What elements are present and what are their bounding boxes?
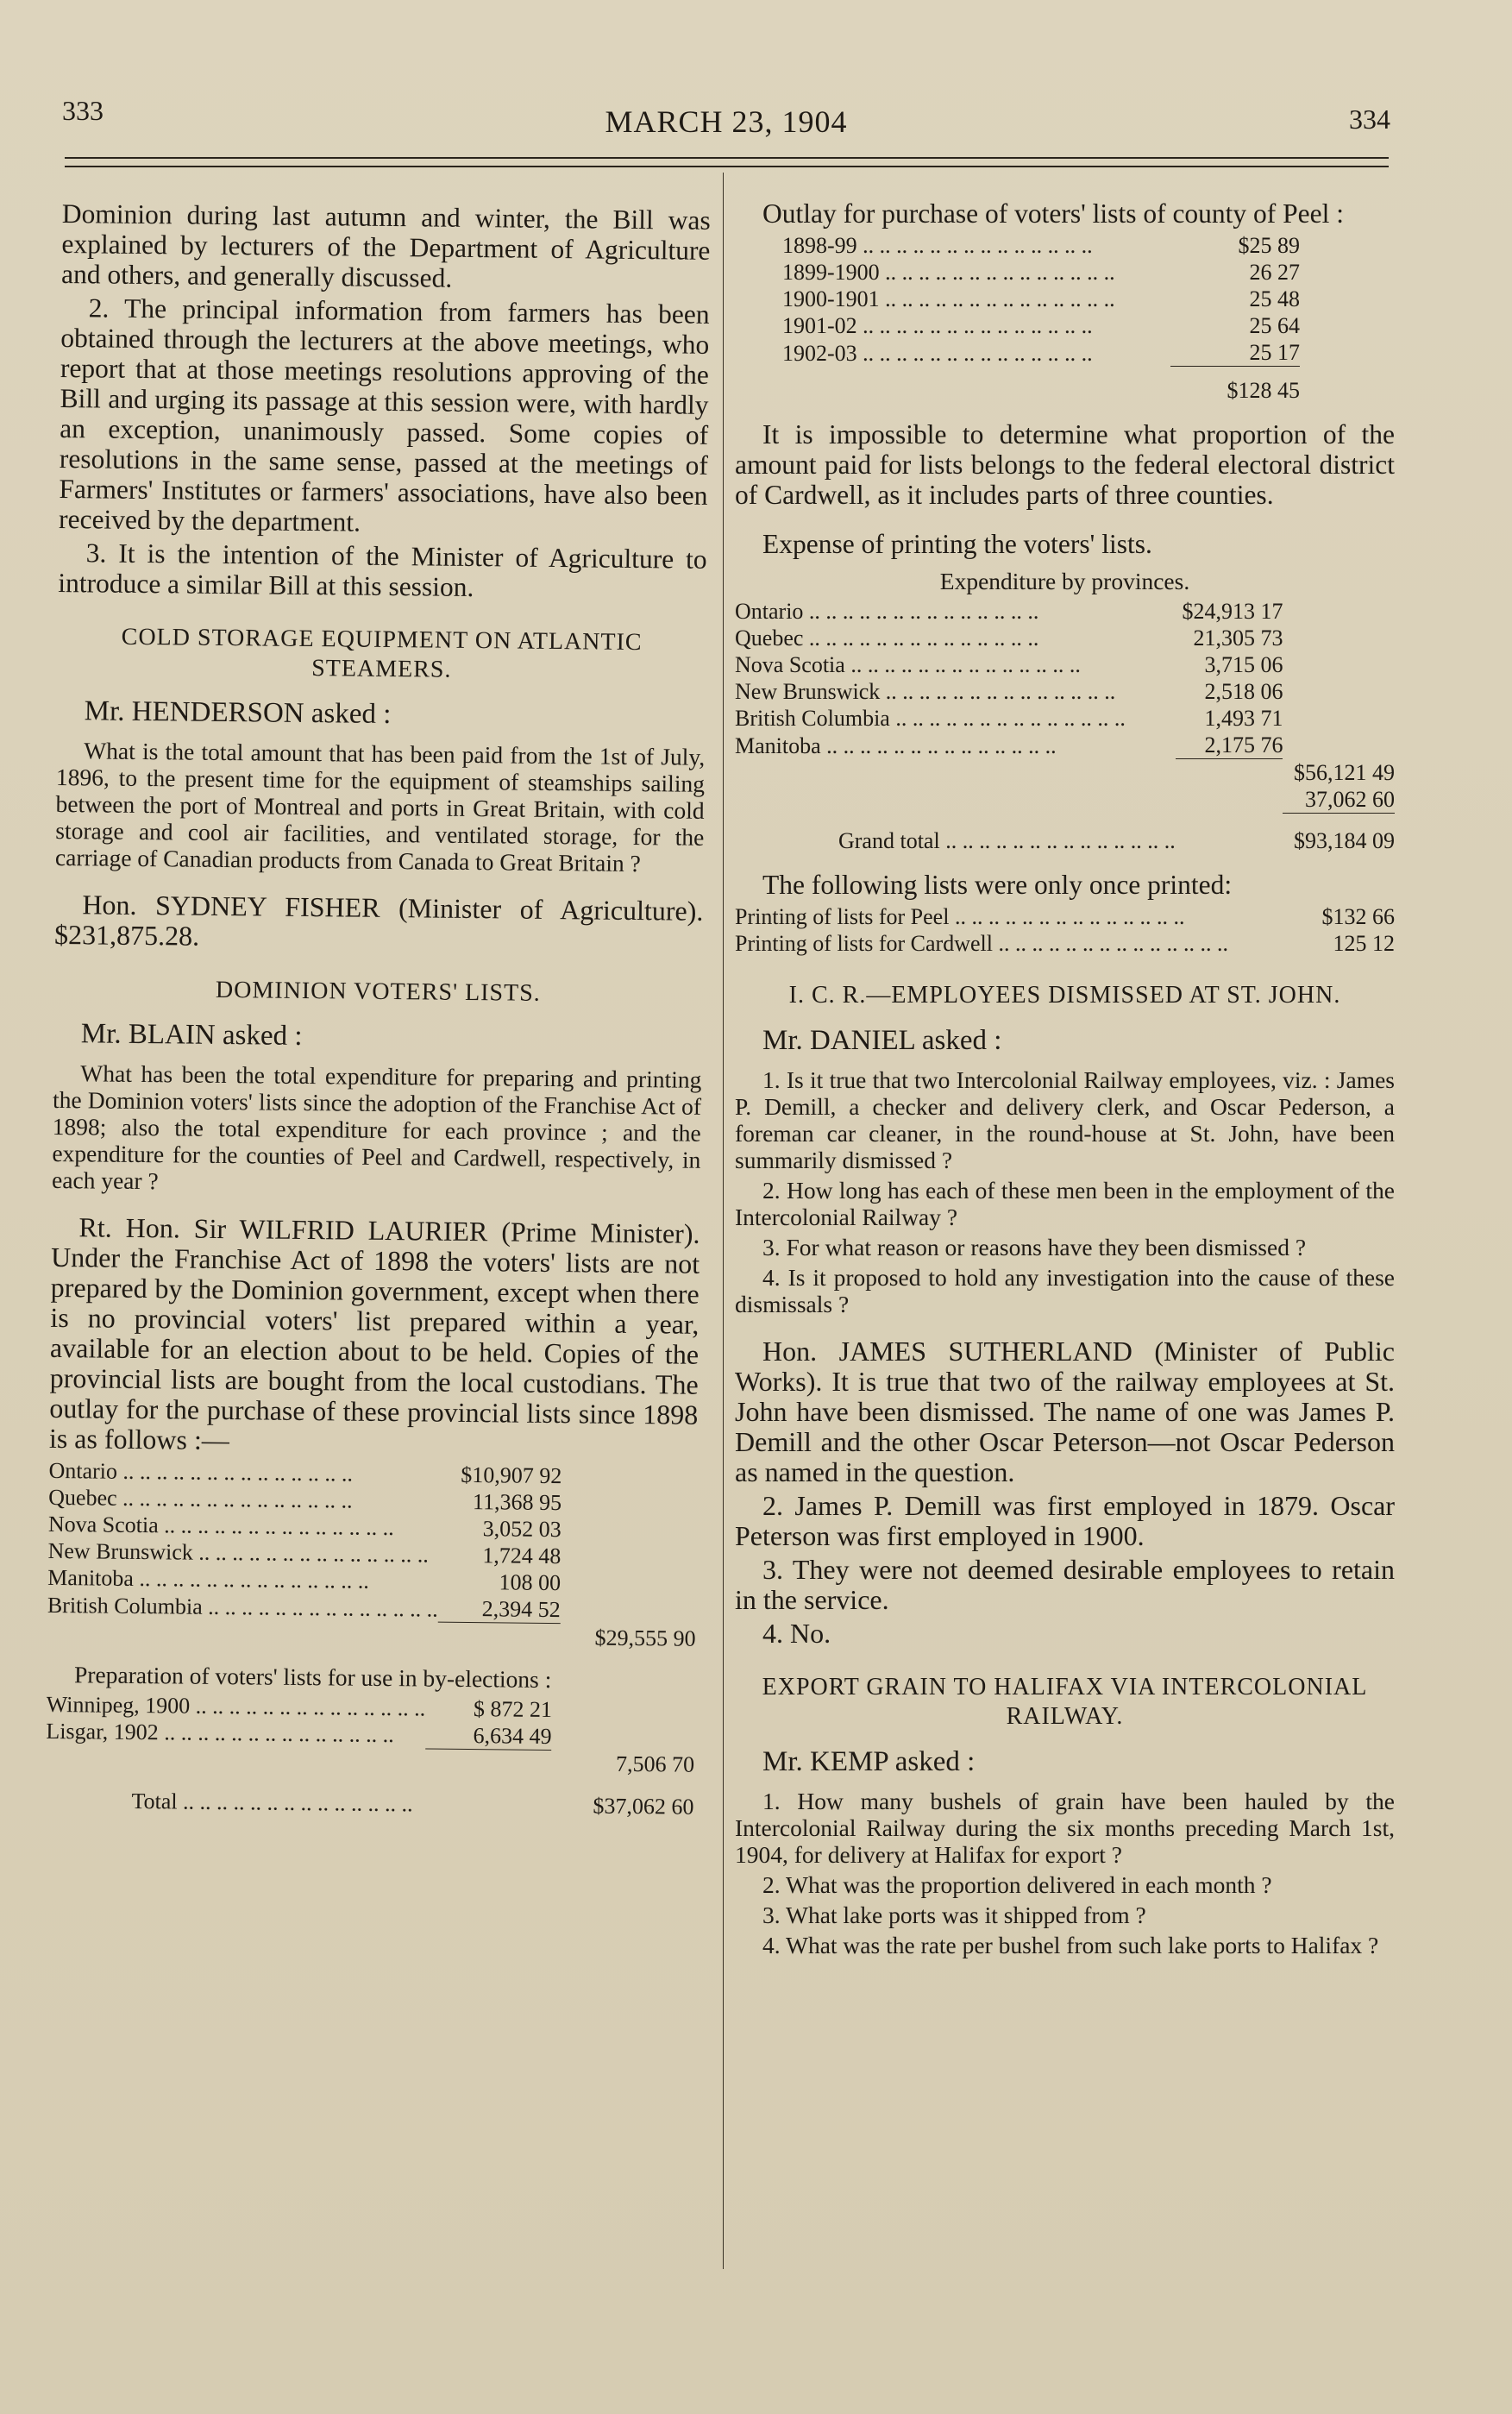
question-text: 2. What was the proportion delivered in each month ? [762, 1870, 1272, 1898]
question-text: 4. Is it proposed to hold any investigation into the cause of these dismissals ? [735, 1263, 1395, 1317]
paragraph: It is impossible to determine what proportion of the amount paid for lists belongs to the federal electoral district of Cardwell, as it includes parts of three counties. [735, 419, 1395, 510]
table-row: Winnipeg, 1900 .. .. $ 872 21 [47, 1690, 695, 1724]
question-text: What has been the total expenditure for preparing and printing the Dominion voters' lists since the adoption of the Franchise Act of 1898; also the total expenditure for each province ; and the expenditure for the counties of Peel and Cardwell, respectively, in each year ? [51, 1059, 702, 1195]
question-text: What is the total amount that has been paid from the 1st of July, 1896, to the present time for the equipment of steamships sailing between the port of Montreal and ports in Great Britain, with cold storage and cool air facilities, and ventilated storage, for the carriage of Canadian products from Canada to Great Britain ? [54, 737, 706, 877]
section-heading-icr: I. C. R.—EMPLOYEES DISMISSED AT ST. JOHN. [788, 981, 1341, 1009]
answer-text: Rt. Hon. Sir WILFRID LAURIER (Prime Minister). Under the Franchise Act of 1898 the voters' lists are not prepared by the Dominion government, except when there is no provincial voters' list prepared within a year, available for an election about to be held. Copies of the provincial lists are bought from the local custodians. The outlay for the purchase of these provincial lists since 1898 is as follows :— [48, 1211, 700, 1456]
question-text: 3. For what reason or reasons have they been dismissed ? [762, 1233, 1307, 1260]
paragraph: The following lists were only once printed: [762, 869, 1233, 900]
provinces-outlay-table [47, 1457, 697, 1651]
printing-once-table [735, 903, 1395, 957]
table-row: 1898-99 .. .. $25 89 [782, 232, 1300, 259]
subtotal: $56,121 49 [1294, 759, 1395, 785]
grand-total: $93,184 09 [1283, 813, 1395, 854]
total-table [45, 1787, 693, 1820]
question-text: 2. How long has each of these men been in the employment of the Intercolonial Railway ? [735, 1176, 1395, 1230]
question-asker: Mr. DANIEL asked : [762, 1024, 1002, 1056]
answer-text: 2. James P. Demill was first employed in 1879. Oscar Peterson was first employed in 1900. [735, 1489, 1395, 1551]
table-row: 1901-02 .. .. 25 64 [782, 312, 1300, 339]
question-asker: Mr. KEMP asked : [762, 1745, 976, 1777]
question-text: 4. What was the rate per bushel from such lake ports to Halifax ? [762, 1931, 1379, 1958]
question-text: 1. Is it true that two Intercolonial Railway employees, viz. : James P. Demill, a checker and delivery clerk, and Oscar Pederson, a foreman car cleaner, in the round-house at St. John, have been summarily dismissed ? [735, 1066, 1395, 1173]
table-row: 1902-03 .. .. 25 17 [782, 339, 1300, 367]
table-row: British Columbia .. .. 2,394 52 [47, 1591, 696, 1625]
paragraph: Preparation of voters' lists for use in by-elections : [73, 1660, 552, 1693]
by-elections-table [46, 1690, 695, 1777]
subtotal: $29,555 90 [594, 1625, 696, 1651]
table-row: Grand total .. .. $93,184 09 [735, 813, 1395, 854]
section-heading-export-grain: EXPORT GRAIN TO HALIFAX VIA INTERCOLONIAL RAILWAY. [762, 1673, 1368, 1730]
header-date: MARCH 23, 1904 [605, 104, 848, 139]
table-row [782, 367, 1300, 405]
header-rule-bottom [65, 166, 1389, 167]
printing-expenditure-table [735, 598, 1395, 854]
left-column [45, 198, 711, 1820]
subtotal: 7,506 70 [615, 1751, 695, 1777]
table-row: Quebec .. .. 21,305 73 [735, 625, 1395, 651]
table-row: Total .. .. $37,062 60 [45, 1787, 693, 1820]
table-caption: Expenditure by provinces. [939, 568, 1190, 594]
table-row: Ontario .. .. $24,913 17 [735, 598, 1395, 625]
page-header [62, 95, 1390, 147]
right-column [735, 198, 1395, 1962]
paragraph: Expense of printing the voters' lists. [762, 529, 1152, 559]
subtotal: $128 45 [1170, 367, 1300, 405]
table-row: 1900-1901 .. .. 25 48 [782, 286, 1300, 312]
table-row: Manitoba .. .. 2,175 76 [735, 732, 1395, 759]
table-row: 1899-1900 .. .. 26 27 [782, 259, 1300, 286]
question-asker: Mr. BLAIN asked : [80, 1018, 303, 1052]
question-asker: Mr. HENDERSON asked : [84, 695, 392, 731]
section-heading-cold-storage: COLD STORAGE EQUIPMENT ON ATLANTIC STEAMERS. [121, 623, 643, 683]
page-number-left: 333 [62, 95, 104, 126]
answer-text: 3. They were not deemed desirable employees to retain in the service. [735, 1553, 1395, 1615]
paragraph: 2. The principal information from farmers has been obtained through the lecturers at the above meetings, who report that at those meetings resolutions approving of the Bill and urging its passage at this session were, with hardly an exception, unanimously passed. Some copies of resolutions in the same sense, passed at the meetings of Farmers' Institutes or farmers' associations, have also been received by the department. [58, 292, 710, 537]
section-heading-voters-lists: DOMINION VOTERS' LISTS. [215, 976, 541, 1007]
paragraph: 3. It is the intention of the Minister of Agriculture to introduce a similar Bill at this session. [58, 537, 707, 603]
table-row: Nova Scotia .. .. 3,052 03 [48, 1511, 697, 1544]
table-row: British Columbia .. .. 1,493 71 [735, 705, 1395, 732]
table-row: 37,062 60 [1305, 786, 1395, 812]
table-row: Printing of lists for Peel .. .. $132 66 [735, 903, 1395, 930]
table-row: Printing of lists for Cardwell .. .. 125 12 [735, 930, 1395, 957]
page-number-right: 334 [1349, 104, 1390, 135]
question-text: 3. What lake ports was it shipped from ? [762, 1901, 1146, 1928]
answer-text: 4. No. [762, 1617, 831, 1649]
table-row [735, 759, 1395, 786]
peel-outlay-table [782, 232, 1300, 404]
table-row: Quebec .. .. 11,368 95 [48, 1484, 697, 1518]
paragraph: Outlay for purchase of voters' lists of county of Peel : [762, 198, 1345, 229]
column-divider [723, 173, 724, 2269]
total-amount: $37,062 60 [593, 1793, 694, 1820]
table-row: Nova Scotia .. .. 3,715 06 [735, 651, 1395, 678]
table-row: New Brunswick .. .. 2,518 06 [735, 678, 1395, 705]
table-row: Lisgar, 1902 .. .. 6,634 49 [46, 1717, 694, 1751]
table-row: New Brunswick .. .. 1,724 48 [47, 1537, 696, 1571]
answer-text: Hon. SYDNEY FISHER (Minister of Agriculture). $231,875.28. [53, 889, 704, 952]
paragraph: Dominion during last autumn and winter, the Bill was explained by lecturers of the Department of Agriculture and others, and generally discussed. [60, 198, 711, 293]
header-rule-top [65, 157, 1389, 159]
table-row: Ontario .. .. $10,907 92 [48, 1457, 697, 1491]
answer-text: Hon. JAMES SUTHERLAND (Minister of Public Works). It is true that two of the railway employees at St. John have been dismissed. The name of one was James P. Demill and the other Oscar Peterson—not Oscar Pederson as named in the question. [735, 1335, 1395, 1487]
table-row: Manitoba .. .. 108 00 [47, 1564, 696, 1598]
question-text: 1. How many bushels of grain have been hauled by the Intercolonial Railway during the six months preceding March 1st, 1904, for delivery at Halifax for export ? [735, 1787, 1395, 1868]
